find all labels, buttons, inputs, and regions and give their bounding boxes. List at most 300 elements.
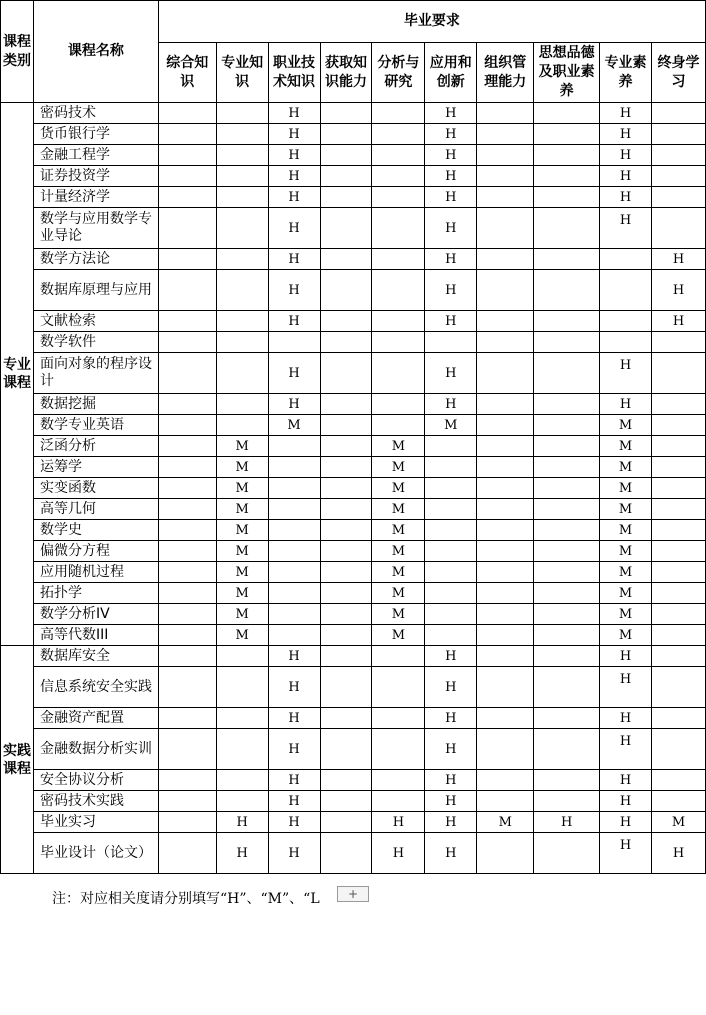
rating-cell: [651, 166, 705, 187]
rating-cell: [477, 145, 534, 166]
rating-cell: [534, 249, 600, 270]
table-row: [1, 708, 706, 729]
table-row: [1, 667, 706, 708]
rating-cell: M: [216, 604, 268, 625]
table-row: [1, 103, 706, 124]
rating-cell: H: [425, 353, 477, 394]
rating-cell: [372, 646, 425, 667]
rating-cell: [320, 646, 372, 667]
rating-cell: [158, 332, 216, 353]
table-row: [1, 604, 706, 625]
rating-cell: H: [216, 833, 268, 874]
rating-cell: [425, 541, 477, 562]
rating-cell: [477, 311, 534, 332]
rating-cell: [158, 187, 216, 208]
rating-cell: [268, 478, 320, 499]
rating-cell: [320, 729, 372, 770]
rating-cell: [216, 145, 268, 166]
rating-cell: [320, 625, 372, 646]
rating-cell: [320, 604, 372, 625]
rating-cell: [216, 646, 268, 667]
rating-cell: M: [216, 436, 268, 457]
rating-cell: [534, 187, 600, 208]
rating-cell: [320, 436, 372, 457]
rating-cell: [216, 729, 268, 770]
rating-cell: H: [425, 187, 477, 208]
rating-cell: [534, 353, 600, 394]
rating-cell: [268, 583, 320, 604]
rating-cell: [534, 145, 600, 166]
rating-cell: [477, 770, 534, 791]
rating-cell: H: [268, 708, 320, 729]
rating-cell: H: [372, 812, 425, 833]
rating-cell: H: [600, 667, 652, 708]
rating-cell: [372, 667, 425, 708]
rating-cell: [534, 394, 600, 415]
rating-cell: [372, 124, 425, 145]
course-name-cell: 泛函分析: [33, 436, 158, 457]
rating-cell: [320, 562, 372, 583]
course-name-cell: 高等几何: [33, 499, 158, 520]
rating-cell: [320, 541, 372, 562]
table-row: [1, 208, 706, 249]
rating-cell: M: [372, 436, 425, 457]
rating-cell: [216, 103, 268, 124]
rating-cell: [320, 187, 372, 208]
rating-cell: [534, 270, 600, 311]
rating-cell: [651, 667, 705, 708]
rating-cell: [477, 124, 534, 145]
rating-cell: H: [268, 124, 320, 145]
rating-cell: [268, 625, 320, 646]
rating-cell: [651, 208, 705, 249]
rating-cell: [600, 249, 652, 270]
course-name-cell: 文献检索: [33, 311, 158, 332]
rating-cell: [158, 208, 216, 249]
rating-cell: [268, 541, 320, 562]
course-name-cell: 金融资产配置: [33, 708, 158, 729]
rating-cell: [158, 520, 216, 541]
rating-cell: M: [600, 541, 652, 562]
rating-cell: H: [651, 270, 705, 311]
table-row: [1, 249, 706, 270]
rating-cell: [216, 791, 268, 812]
rating-cell: H: [600, 166, 652, 187]
course-name-cell: 高等代数III: [33, 625, 158, 646]
rating-cell: [320, 583, 372, 604]
rating-cell: M: [372, 520, 425, 541]
rating-cell: [216, 667, 268, 708]
rating-cell: [534, 729, 600, 770]
rating-cell: M: [477, 812, 534, 833]
course-name-cell: 运筹学: [33, 457, 158, 478]
rating-cell: [372, 249, 425, 270]
rating-cell: M: [600, 583, 652, 604]
rating-cell: [600, 332, 652, 353]
rating-cell: [216, 708, 268, 729]
rating-cell: [425, 604, 477, 625]
rating-cell: [534, 332, 600, 353]
table-row: [1, 812, 706, 833]
rating-cell: M: [372, 562, 425, 583]
rating-cell: [534, 604, 600, 625]
rating-cell: [320, 833, 372, 874]
rating-cell: [158, 562, 216, 583]
header-row-1: [1, 1, 706, 43]
course-name-header: 课程名称: [33, 1, 158, 103]
rating-cell: [534, 667, 600, 708]
rating-cell: H: [600, 729, 652, 770]
table-row: [1, 332, 706, 353]
matrix-body: [1, 1, 706, 874]
course-name-cell: 金融数据分析实训: [33, 729, 158, 770]
rating-cell: [158, 770, 216, 791]
rating-cell: [372, 791, 425, 812]
rating-cell: [477, 457, 534, 478]
rating-cell: [320, 457, 372, 478]
rating-cell: [477, 562, 534, 583]
table-row: [1, 729, 706, 770]
rating-cell: M: [268, 415, 320, 436]
rating-cell: M: [372, 583, 425, 604]
rating-cell: M: [372, 541, 425, 562]
rating-cell: [216, 353, 268, 394]
rating-cell: H: [425, 145, 477, 166]
col-header: 组织管理能力: [477, 43, 534, 103]
rating-cell: [477, 520, 534, 541]
rating-cell: H: [534, 812, 600, 833]
rating-cell: [216, 311, 268, 332]
table-row: [1, 145, 706, 166]
rating-cell: H: [425, 103, 477, 124]
rating-cell: M: [600, 604, 652, 625]
category-header: 课程类别: [1, 1, 34, 103]
rating-cell: M: [216, 583, 268, 604]
rating-cell: H: [600, 187, 652, 208]
table-row: [1, 625, 706, 646]
rating-cell: [477, 249, 534, 270]
rating-cell: [158, 478, 216, 499]
rating-cell: [477, 394, 534, 415]
rating-cell: H: [268, 646, 320, 667]
category-cell: 专业课程: [1, 103, 34, 646]
rating-cell: [477, 667, 534, 708]
rating-cell: H: [268, 311, 320, 332]
rating-cell: [320, 208, 372, 249]
rating-cell: H: [268, 812, 320, 833]
rating-cell: [158, 541, 216, 562]
course-name-cell: 数学专业英语: [33, 415, 158, 436]
rating-cell: H: [425, 124, 477, 145]
rating-cell: M: [372, 499, 425, 520]
rating-cell: M: [372, 457, 425, 478]
rating-cell: H: [425, 812, 477, 833]
table-row: [1, 520, 706, 541]
table-row: [1, 791, 706, 812]
rating-cell: [651, 332, 705, 353]
rating-cell: [651, 562, 705, 583]
rating-cell: M: [216, 541, 268, 562]
rating-cell: H: [651, 311, 705, 332]
course-name-cell: 数据库安全: [33, 646, 158, 667]
rating-cell: H: [268, 791, 320, 812]
rating-cell: [320, 270, 372, 311]
rating-cell: [320, 103, 372, 124]
rating-cell: [268, 457, 320, 478]
rating-cell: [372, 311, 425, 332]
rating-cell: [534, 499, 600, 520]
rating-cell: [651, 145, 705, 166]
rating-cell: H: [268, 729, 320, 770]
rating-cell: H: [425, 770, 477, 791]
course-name-cell: 数学与应用数学专业导论: [33, 208, 158, 249]
rating-cell: H: [600, 708, 652, 729]
rating-cell: H: [372, 833, 425, 874]
rating-cell: [534, 166, 600, 187]
rating-cell: [158, 415, 216, 436]
rating-cell: [268, 332, 320, 353]
rating-cell: [216, 770, 268, 791]
rating-cell: H: [425, 208, 477, 249]
rating-cell: M: [372, 625, 425, 646]
rating-cell: [425, 562, 477, 583]
course-name-cell: 金融工程学: [33, 145, 158, 166]
rating-cell: [158, 791, 216, 812]
rating-cell: [268, 520, 320, 541]
rating-cell: [372, 270, 425, 311]
rating-cell: [372, 187, 425, 208]
rating-cell: [477, 208, 534, 249]
rating-cell: H: [425, 166, 477, 187]
rating-cell: M: [216, 625, 268, 646]
rating-cell: H: [600, 103, 652, 124]
course-name-cell: 信息系统安全实践: [33, 667, 158, 708]
rating-cell: M: [600, 499, 652, 520]
rating-cell: H: [425, 667, 477, 708]
rating-cell: [320, 394, 372, 415]
rating-cell: [158, 457, 216, 478]
rating-cell: H: [600, 394, 652, 415]
rating-cell: [651, 478, 705, 499]
rating-cell: H: [651, 249, 705, 270]
rating-cell: H: [268, 249, 320, 270]
rating-cell: H: [268, 166, 320, 187]
rating-cell: [651, 124, 705, 145]
rating-cell: [651, 353, 705, 394]
rating-cell: [158, 667, 216, 708]
rating-cell: [600, 311, 652, 332]
rating-cell: [372, 103, 425, 124]
col-header: 思想品德及职业素养: [534, 43, 600, 103]
add-row-button[interactable]: +: [337, 886, 369, 902]
rating-cell: [158, 103, 216, 124]
rating-cell: M: [425, 415, 477, 436]
rating-cell: [216, 415, 268, 436]
table-row: [1, 499, 706, 520]
col-header: 综合知识: [158, 43, 216, 103]
rating-cell: [320, 708, 372, 729]
rating-cell: [651, 729, 705, 770]
rating-cell: [534, 457, 600, 478]
rating-cell: [320, 166, 372, 187]
rating-cell: [534, 311, 600, 332]
col-header: 专业知识: [216, 43, 268, 103]
rating-cell: [320, 249, 372, 270]
rating-cell: [477, 499, 534, 520]
course-name-cell: 面向对象的程序设计: [33, 353, 158, 394]
course-name-cell: 实变函数: [33, 478, 158, 499]
rating-cell: H: [268, 353, 320, 394]
rating-cell: [158, 625, 216, 646]
rating-cell: H: [268, 145, 320, 166]
rating-cell: [216, 332, 268, 353]
rating-cell: [651, 436, 705, 457]
rating-cell: [268, 604, 320, 625]
rating-cell: H: [268, 667, 320, 708]
rating-cell: [320, 478, 372, 499]
rating-cell: H: [600, 145, 652, 166]
rating-cell: H: [600, 770, 652, 791]
rating-cell: H: [600, 833, 652, 874]
rating-cell: [372, 729, 425, 770]
rating-cell: [216, 124, 268, 145]
rating-cell: [372, 166, 425, 187]
rating-cell: [425, 436, 477, 457]
requirements-header: 毕业要求: [158, 1, 705, 43]
table-row: [1, 124, 706, 145]
rating-cell: [216, 208, 268, 249]
rating-cell: [320, 520, 372, 541]
rating-cell: [158, 166, 216, 187]
rating-cell: H: [425, 270, 477, 311]
rating-cell: M: [651, 812, 705, 833]
rating-cell: [216, 166, 268, 187]
rating-cell: [216, 394, 268, 415]
rating-cell: [651, 770, 705, 791]
rating-cell: [534, 562, 600, 583]
table-row: [1, 436, 706, 457]
rating-cell: [268, 436, 320, 457]
rating-cell: [158, 436, 216, 457]
rating-cell: H: [268, 270, 320, 311]
rating-cell: [158, 729, 216, 770]
rating-cell: [158, 499, 216, 520]
rating-cell: [477, 478, 534, 499]
table-row: [1, 270, 706, 311]
rating-cell: [320, 415, 372, 436]
rating-cell: H: [425, 791, 477, 812]
rating-cell: [425, 625, 477, 646]
rating-cell: [477, 270, 534, 311]
rating-cell: [651, 103, 705, 124]
course-name-cell: 毕业实习: [33, 812, 158, 833]
course-name-cell: 安全协议分析: [33, 770, 158, 791]
rating-cell: [216, 249, 268, 270]
rating-cell: [425, 457, 477, 478]
rating-cell: [216, 270, 268, 311]
rating-cell: M: [216, 478, 268, 499]
rating-cell: H: [425, 708, 477, 729]
rating-cell: H: [268, 187, 320, 208]
rating-cell: [477, 604, 534, 625]
rating-cell: [651, 646, 705, 667]
rating-cell: [320, 770, 372, 791]
rating-cell: M: [372, 478, 425, 499]
table-row: [1, 353, 706, 394]
table-row: [1, 457, 706, 478]
course-name-cell: 计量经济学: [33, 187, 158, 208]
rating-cell: [477, 708, 534, 729]
rating-cell: H: [600, 353, 652, 394]
rating-cell: H: [600, 646, 652, 667]
rating-cell: [534, 478, 600, 499]
rating-cell: M: [216, 520, 268, 541]
rating-cell: M: [600, 436, 652, 457]
rating-cell: [158, 353, 216, 394]
rating-cell: [651, 520, 705, 541]
note-text: 注：对应相关度请分别填写“H”、“M”、“L: [52, 891, 320, 907]
rating-cell: M: [372, 604, 425, 625]
rating-cell: M: [600, 625, 652, 646]
course-name-cell: 偏微分方程: [33, 541, 158, 562]
rating-cell: [534, 208, 600, 249]
rating-cell: [320, 812, 372, 833]
rating-cell: H: [425, 311, 477, 332]
rating-cell: [320, 124, 372, 145]
rating-cell: [477, 436, 534, 457]
rating-cell: [158, 708, 216, 729]
rating-cell: [477, 103, 534, 124]
rating-cell: [651, 625, 705, 646]
rating-cell: [425, 520, 477, 541]
course-name-cell: 数据挖掘: [33, 394, 158, 415]
rating-cell: M: [600, 562, 652, 583]
table-row: [1, 478, 706, 499]
rating-cell: [651, 415, 705, 436]
rating-cell: [158, 311, 216, 332]
rating-cell: H: [600, 812, 652, 833]
rating-cell: [158, 583, 216, 604]
rating-cell: [372, 208, 425, 249]
rating-cell: [534, 791, 600, 812]
course-name-cell: 数学方法论: [33, 249, 158, 270]
col-header: 获取知识能力: [320, 43, 372, 103]
course-name-cell: 应用随机过程: [33, 562, 158, 583]
rating-cell: [651, 583, 705, 604]
table-row: [1, 646, 706, 667]
rating-cell: [651, 394, 705, 415]
course-name-cell: 拓扑学: [33, 583, 158, 604]
rating-cell: [534, 520, 600, 541]
rating-cell: [425, 583, 477, 604]
col-header: 终身学习: [651, 43, 705, 103]
rating-cell: [372, 708, 425, 729]
rating-cell: [534, 646, 600, 667]
rating-cell: [158, 249, 216, 270]
rating-cell: [651, 457, 705, 478]
rating-cell: [534, 541, 600, 562]
rating-cell: [477, 833, 534, 874]
rating-cell: [534, 436, 600, 457]
rating-cell: [425, 478, 477, 499]
rating-cell: [534, 583, 600, 604]
rating-cell: H: [268, 208, 320, 249]
rating-cell: [158, 833, 216, 874]
rating-cell: [534, 770, 600, 791]
course-name-cell: 毕业设计（论文）: [33, 833, 158, 874]
table-row: [1, 541, 706, 562]
rating-cell: [651, 541, 705, 562]
